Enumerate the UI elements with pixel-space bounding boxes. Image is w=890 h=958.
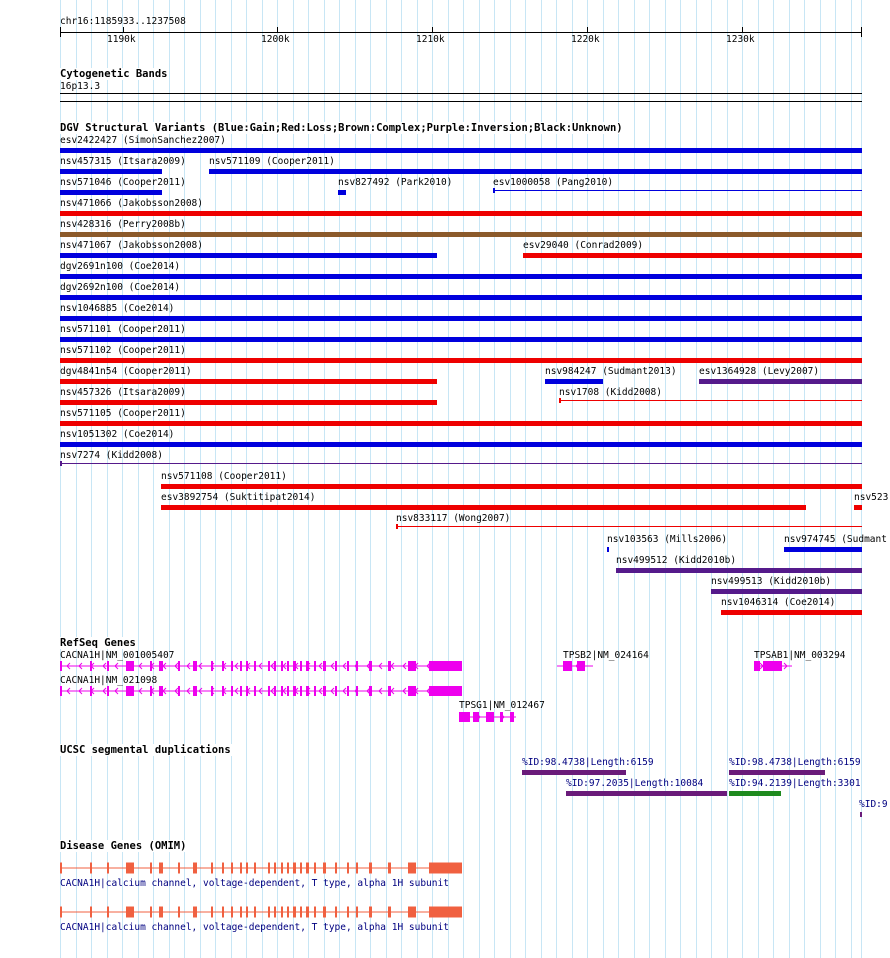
dgv-feature-bar[interactable] — [60, 463, 862, 464]
grid-line — [510, 0, 511, 958]
track-title-cytoband[interactable]: Cytogenetic Bands — [60, 68, 168, 80]
segdup-bar[interactable] — [729, 791, 781, 796]
grid-line — [386, 0, 387, 958]
dgv-feature-bar[interactable] — [493, 190, 862, 191]
segdup-bar[interactable] — [860, 812, 862, 817]
grid-line — [587, 0, 588, 958]
dgv-feature-bar[interactable] — [161, 484, 862, 489]
grid-line — [758, 0, 759, 958]
dgv-feature-label: dgv2691n100 (Coe2014) — [60, 261, 181, 272]
ruler-tick — [742, 27, 743, 33]
dgv-feature-label: nsv7274 (Kidd2008) — [60, 450, 163, 461]
dgv-feature-bar[interactable] — [60, 316, 862, 321]
dgv-feature-bar[interactable] — [60, 232, 862, 237]
ruler-tick-label: 1200k — [261, 34, 290, 45]
dgv-feature-bar[interactable] — [60, 295, 862, 300]
segdup-label: %ID:9 — [859, 799, 888, 810]
grid-line — [324, 0, 325, 958]
grid-line — [804, 0, 805, 958]
ruler-tick-label: 1230k — [726, 34, 755, 45]
grid-line — [634, 0, 635, 958]
grid-line — [556, 0, 557, 958]
ruler-tick — [587, 27, 588, 33]
ruler-end-tick — [861, 27, 862, 37]
dgv-feature-label: nsv571105 (Cooper2011) — [60, 408, 186, 419]
grid-line — [680, 0, 681, 958]
dgv-feature-label: nsv984247 (Sudmant2013) — [545, 366, 677, 377]
grid-line — [618, 0, 619, 958]
grid-line — [727, 0, 728, 958]
refseq-gene-tpsab1[interactable] — [0, 656, 890, 676]
refseq-gene-label: TPSB2|NM_024164 — [563, 650, 649, 661]
dgv-feature-bar[interactable] — [60, 421, 862, 426]
dgv-feature-bar[interactable] — [60, 274, 862, 279]
grid-line — [835, 0, 836, 958]
dgv-feature-label: nsv833117 (Wong2007) — [396, 513, 511, 524]
dgv-feature-label: nsv1046314 (Coe2014) — [721, 597, 836, 608]
refseq-gene-label: TPSG1|NM_012467 — [459, 700, 545, 711]
grid-line — [293, 0, 294, 958]
dgv-feature-label: nsv457315 (Itsara2009) — [60, 156, 186, 167]
dgv-feature-bar[interactable] — [523, 253, 862, 258]
omim-gene-cacna1h[interactable] — [0, 902, 890, 922]
segdup-bar[interactable] — [729, 770, 825, 775]
grid-line — [355, 0, 356, 958]
dgv-feature-label: nsv571108 (Cooper2011) — [161, 471, 287, 482]
dgv-feature-label: nsv457326 (Itsara2009) — [60, 387, 186, 398]
grid-line — [572, 0, 573, 958]
dgv-feature-bar[interactable] — [396, 526, 862, 527]
dgv-feature-bar[interactable] — [60, 253, 437, 258]
ruler-tick — [432, 27, 433, 33]
dgv-feature-bar[interactable] — [60, 337, 862, 342]
ruler-tick-label: 1220k — [571, 34, 600, 45]
track-title-refseq[interactable]: RefSeq Genes — [60, 637, 136, 649]
dgv-feature-label: nsv974745 (Sudmant — [784, 534, 887, 545]
refseq-gene-label: TPSAB1|NM_003294 — [754, 650, 846, 661]
dgv-feature-bar[interactable] — [60, 190, 162, 195]
ruler-tick — [277, 27, 278, 33]
omim-gene-label: CACNA1H|calcium channel, voltage-dependent, T type, alpha 1H subunit — [60, 922, 449, 933]
dgv-feature-bar[interactable] — [60, 148, 862, 153]
dgv-feature-bar[interactable] — [545, 379, 603, 384]
dgv-feature-label: nsv499513 (Kidd2010b) — [711, 576, 832, 587]
segdup-label: %ID:98.4738|Length:6159 — [522, 757, 654, 768]
dgv-feature-label: dgv2692n100 (Coe2014) — [60, 282, 181, 293]
dgv-feature-bar[interactable] — [60, 211, 862, 216]
grid-line — [742, 0, 743, 958]
dgv-feature-label: esv1000058 (Pang2010) — [493, 177, 614, 188]
cytoband-border-top — [60, 93, 862, 94]
grid-line — [370, 0, 371, 958]
grid-line — [820, 0, 821, 958]
grid-line — [432, 0, 433, 958]
dgv-feature-label: nsv1051302 (Coe2014) — [60, 429, 175, 440]
dgv-feature-bar[interactable] — [60, 379, 437, 384]
dgv-feature-bar[interactable] — [784, 547, 862, 552]
cytoband-label: 16p13.3 — [60, 81, 101, 92]
dgv-feature-label: esv2422427 (SimonSanchez2007) — [60, 135, 226, 146]
dgv-feature-label: nsv499512 (Kidd2010b) — [616, 555, 737, 566]
track-title-dgv[interactable]: DGV Structural Variants (Blue:Gain;Red:Loss;Brown:Complex;Purple:Inversion;Black:Unknown) — [60, 122, 623, 134]
grid-line — [665, 0, 666, 958]
grid-line — [479, 0, 480, 958]
refseq-gene-cacna1h-021098[interactable] — [0, 681, 890, 701]
grid-line — [463, 0, 464, 958]
dgv-feature-label: nsv571102 (Cooper2011) — [60, 345, 186, 356]
grid-line — [541, 0, 542, 958]
dgv-feature-bar[interactable] — [607, 547, 609, 552]
grid-line — [789, 0, 790, 958]
ruler-tick — [123, 27, 124, 33]
dgv-feature-label: nsv571046 (Cooper2011) — [60, 177, 186, 188]
omim-gene-label: CACNA1H|calcium channel, voltage-dependent, T type, alpha 1H subunit — [60, 878, 449, 889]
dgv-feature-bar[interactable] — [699, 379, 862, 384]
dgv-feature-label: nsv571109 (Cooper2011) — [209, 156, 335, 167]
dgv-feature-start-mark[interactable] — [60, 461, 62, 466]
grid-line — [525, 0, 526, 958]
dgv-feature-label: nsv523 — [854, 492, 889, 503]
dgv-feature-bar[interactable] — [60, 400, 437, 405]
omim-gene-cacna1h[interactable] — [0, 858, 890, 878]
dgv-feature-label: nsv1046885 (Coe2014) — [60, 303, 175, 314]
track-title-omim[interactable]: Disease Genes (OMIM) — [60, 840, 187, 852]
dgv-feature-bar[interactable] — [854, 505, 862, 510]
segdup-label: %ID:98.4738|Length:6159 — [729, 757, 861, 768]
dgv-feature-label: esv29040 (Conrad2009) — [523, 240, 644, 251]
dgv-feature-bar[interactable] — [338, 190, 346, 195]
dgv-feature-bar[interactable] — [60, 358, 862, 363]
dgv-feature-label: nsv471066 (Jakobsson2008) — [60, 198, 203, 209]
segdup-bar[interactable] — [566, 791, 727, 796]
ruler-tick-label: 1210k — [416, 34, 445, 45]
grid-line — [417, 0, 418, 958]
dgv-feature-label: nsv103563 (Mills2006) — [607, 534, 728, 545]
refseq-gene-label: CACNA1H|NM_021098 — [60, 675, 158, 686]
dgv-feature-label: nsv428316 (Perry2008b) — [60, 219, 186, 230]
dgv-feature-label: esv3892754 (Suktitipat2014) — [161, 492, 316, 503]
dgv-feature-bar[interactable] — [559, 400, 862, 401]
dgv-feature-label: nsv827492 (Park2010) — [338, 177, 453, 188]
dgv-feature-bar[interactable] — [711, 589, 862, 594]
grid-line — [649, 0, 650, 958]
dgv-feature-label: nsv571101 (Cooper2011) — [60, 324, 186, 335]
segdup-bar[interactable] — [522, 770, 626, 775]
segdup-label: %ID:97.2035|Length:10084 — [566, 778, 704, 789]
dgv-feature-label: dgv4841n54 (Cooper2011) — [60, 366, 192, 377]
ruler-tick-label: 1190k — [107, 34, 136, 45]
dgv-feature-label: nsv1708 (Kidd2008) — [559, 387, 662, 398]
grid-line — [711, 0, 712, 958]
grid-line — [696, 0, 697, 958]
ruler-coordinates: chr16:1185933..1237508 — [60, 16, 186, 27]
dgv-feature-label: nsv471067 (Jakobsson2008) — [60, 240, 203, 251]
cytoband-border-bottom — [60, 101, 862, 102]
refseq-gene-label: CACNA1H|NM_001005407 — [60, 650, 175, 661]
grid-line — [851, 0, 852, 958]
grid-line — [448, 0, 449, 958]
dgv-feature-label: esv1364928 (Levy2007) — [699, 366, 820, 377]
grid-line — [603, 0, 604, 958]
refseq-gene-tpsg1[interactable] — [0, 707, 890, 727]
grid-line — [308, 0, 309, 958]
dgv-feature-start-mark[interactable] — [493, 188, 495, 193]
ruler-end-tick — [60, 27, 61, 37]
grid-line — [339, 0, 340, 958]
dgv-feature-start-mark[interactable] — [396, 524, 398, 529]
dgv-feature-bar[interactable] — [616, 568, 862, 573]
segdup-label: %ID:94.2139|Length:3301 — [729, 778, 861, 789]
dgv-feature-bar[interactable] — [721, 610, 862, 615]
dgv-feature-bar[interactable] — [60, 442, 862, 447]
grid-line — [401, 0, 402, 958]
dgv-feature-bar[interactable] — [209, 169, 862, 174]
dgv-feature-start-mark[interactable] — [559, 398, 561, 403]
grid-line — [494, 0, 495, 958]
grid-line — [773, 0, 774, 958]
dgv-feature-bar[interactable] — [60, 169, 162, 174]
dgv-feature-bar[interactable] — [161, 505, 806, 510]
track-title-segdup[interactable]: UCSC segmental duplications — [60, 744, 231, 756]
